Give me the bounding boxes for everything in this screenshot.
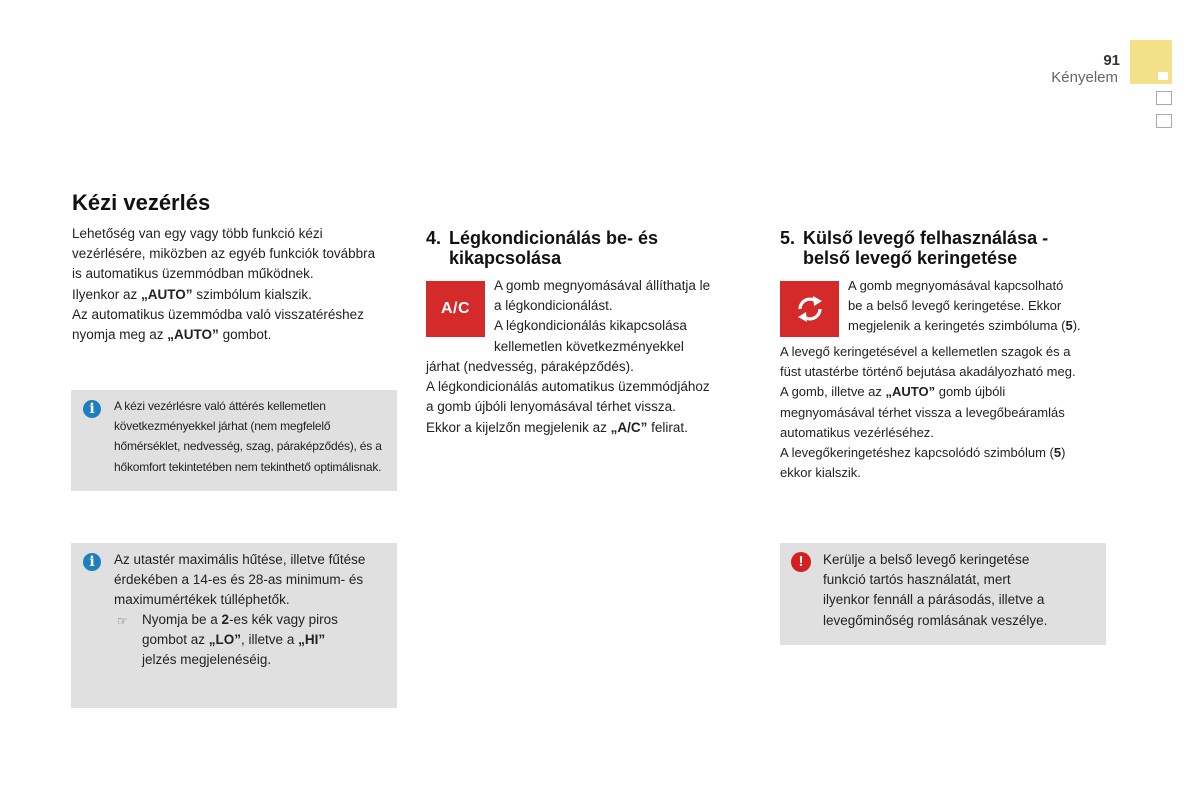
- text-line: be a belső levegő keringetése. Ekkor: [848, 298, 1062, 314]
- text-span: -es kék vagy piros: [229, 612, 338, 627]
- text-span: ).: [1072, 318, 1081, 334]
- chapter-tab: [1156, 91, 1172, 105]
- section-number: 5.: [780, 228, 796, 248]
- text-span: gomb újbóli: [935, 384, 1006, 400]
- text-line: Lehetőség van egy vagy több funkció kézi: [72, 226, 323, 241]
- text-span: , illetve a: [241, 632, 299, 648]
- text-span: ): [1061, 445, 1066, 461]
- ac-display-label: „A/C”: [610, 419, 648, 435]
- heading-line: belső levegő keringetése: [803, 248, 1018, 268]
- text-line: [780, 382, 1125, 402]
- symbol-number: 5: [1065, 318, 1073, 334]
- recirculation-description-continued: [780, 342, 1125, 483]
- recirculation-description: [848, 276, 1128, 337]
- page-number: 91: [1103, 52, 1120, 69]
- note-line: Kerülje a belső levegő keringetése: [823, 552, 1030, 567]
- warning-note-box: [780, 543, 1106, 645]
- note-line: hőmérséklet, nedvesség, szag, páraképződés), és a: [114, 439, 382, 454]
- chapter-tab-active: [1130, 40, 1172, 84]
- text-line: ekkor kialszik.: [780, 465, 861, 481]
- text-span: Nyomja be a: [142, 612, 222, 627]
- hi-label: „HI”: [298, 632, 326, 648]
- text-line: [426, 418, 766, 438]
- recirculation-icon: [792, 291, 828, 327]
- section-heading-ac: [449, 228, 749, 268]
- ac-description-continued: [426, 357, 766, 438]
- chapter-tab: [1156, 114, 1172, 128]
- info-note-box: [71, 390, 397, 491]
- text-line: A légkondicionálás automatikus üzemmódjához: [426, 379, 710, 395]
- text-line: Az automatikus üzemmódba való visszatéréshez: [72, 306, 364, 322]
- step-line: [142, 610, 392, 630]
- chapter-tab-marker: [1158, 72, 1168, 80]
- auto-button-label: „AUTO”: [885, 384, 936, 400]
- text-line: A gomb megnyomásával kapcsolható: [848, 278, 1064, 293]
- text-line: füst utastérbe történő bejutása akadályozható meg.: [780, 364, 1076, 380]
- text-span: Ilyenkor az: [72, 286, 142, 302]
- text-span: nyomja meg az: [72, 327, 168, 343]
- text-line: a gomb újbóli lenyomásával térhet vissza.: [426, 399, 676, 415]
- button-number: 2: [221, 612, 230, 627]
- symbol-number: 5: [1053, 445, 1062, 461]
- step-text: [142, 610, 392, 671]
- heading-line: kikapcsolása: [449, 248, 562, 268]
- note-line: következményekkel járhat (nem megfelelő: [114, 419, 331, 434]
- text-line: [72, 325, 412, 345]
- info-icon: i: [83, 553, 101, 571]
- manual-control-text: [72, 224, 412, 345]
- section-number: 4.: [426, 228, 442, 248]
- text-line: is automatikus üzemmódban működnek.: [72, 266, 314, 282]
- ac-description: [494, 276, 754, 357]
- text-span: felirat.: [647, 419, 688, 435]
- text-line: járhat (nedvesség, páraképződés).: [426, 359, 634, 374]
- text-span: gombot.: [218, 327, 272, 343]
- warning-text: [823, 550, 1098, 631]
- note-line: érdekében a 14-es és 28-as minimum- és: [114, 572, 364, 588]
- heading-line: Légkondicionálás be- és: [449, 228, 659, 248]
- section-title: Kényelem: [1051, 69, 1118, 86]
- text-line: A levegő keringetésével a kellemetlen szagok és a: [780, 344, 1071, 359]
- text-line: A légkondicionálás kikapcsolása: [494, 318, 687, 334]
- info-icon: i: [83, 400, 101, 418]
- note-line: maximumértékek túlléphetők.: [114, 592, 290, 608]
- text-span: megjelenik a keringetés szimbóluma (: [848, 318, 1066, 334]
- step-line: jelzés megjelenéséig.: [142, 652, 272, 668]
- text-line: automatikus vezérléséhez.: [780, 424, 934, 440]
- auto-button-label: „AUTO”: [167, 327, 219, 343]
- text-span: gombot az: [142, 632, 209, 648]
- text-line: vezérlésére, miközben az egyéb funkciók továbbra: [72, 246, 376, 262]
- text-line: [72, 285, 412, 305]
- text-line: a légkondicionálást.: [494, 298, 613, 314]
- note-line: funkció tartós használatát, mert: [823, 572, 1011, 588]
- step-line: [142, 630, 392, 650]
- info-note-text: [114, 550, 394, 611]
- warning-icon: !: [791, 552, 811, 572]
- section-heading-recirculation: [803, 228, 1123, 268]
- note-line: levegőminőség romlásának veszélye.: [823, 612, 1048, 628]
- text-line: kellemetlen következményekkel: [494, 338, 684, 354]
- note-line: ilyenkor fennáll a párásodás, illetve a: [823, 592, 1045, 608]
- ac-button-icon: A/C: [426, 281, 485, 337]
- text-line: [848, 316, 1128, 336]
- pointing-hand-bullet-icon: ☞: [117, 614, 128, 628]
- text-span: A gomb, illetve az: [780, 384, 886, 400]
- text-line: [780, 443, 1125, 463]
- text-span: szimbólum kialszik.: [192, 286, 312, 302]
- text-line: megnyomásával térhet vissza a levegőbeáramlás: [780, 404, 1065, 420]
- note-line: Az utastér maximális hűtése, illetve fűtése: [114, 552, 366, 567]
- recirculation-button: [780, 281, 839, 337]
- heading-line: Külső levegő felhasználása -: [803, 228, 1049, 248]
- lo-label: „LO”: [208, 632, 242, 648]
- text-line: A gomb megnyomásával állíthatja le: [494, 278, 711, 293]
- note-line: hőkomfort tekintetében nem tekinthető optimálisnak.: [114, 459, 382, 474]
- text-span: Ekkor a kijelzőn megjelenik az: [426, 419, 611, 435]
- text-span: A levegőkeringetéshez kapcsolódó szimbólum (: [780, 445, 1054, 461]
- page-title: Kézi vezérlés: [72, 190, 211, 215]
- auto-symbol-label: „AUTO”: [141, 286, 193, 302]
- info-note-text: [114, 396, 397, 477]
- info-note-box: [71, 543, 397, 708]
- note-line: A kézi vezérlésre való áttérés kellemetlen: [114, 399, 326, 413]
